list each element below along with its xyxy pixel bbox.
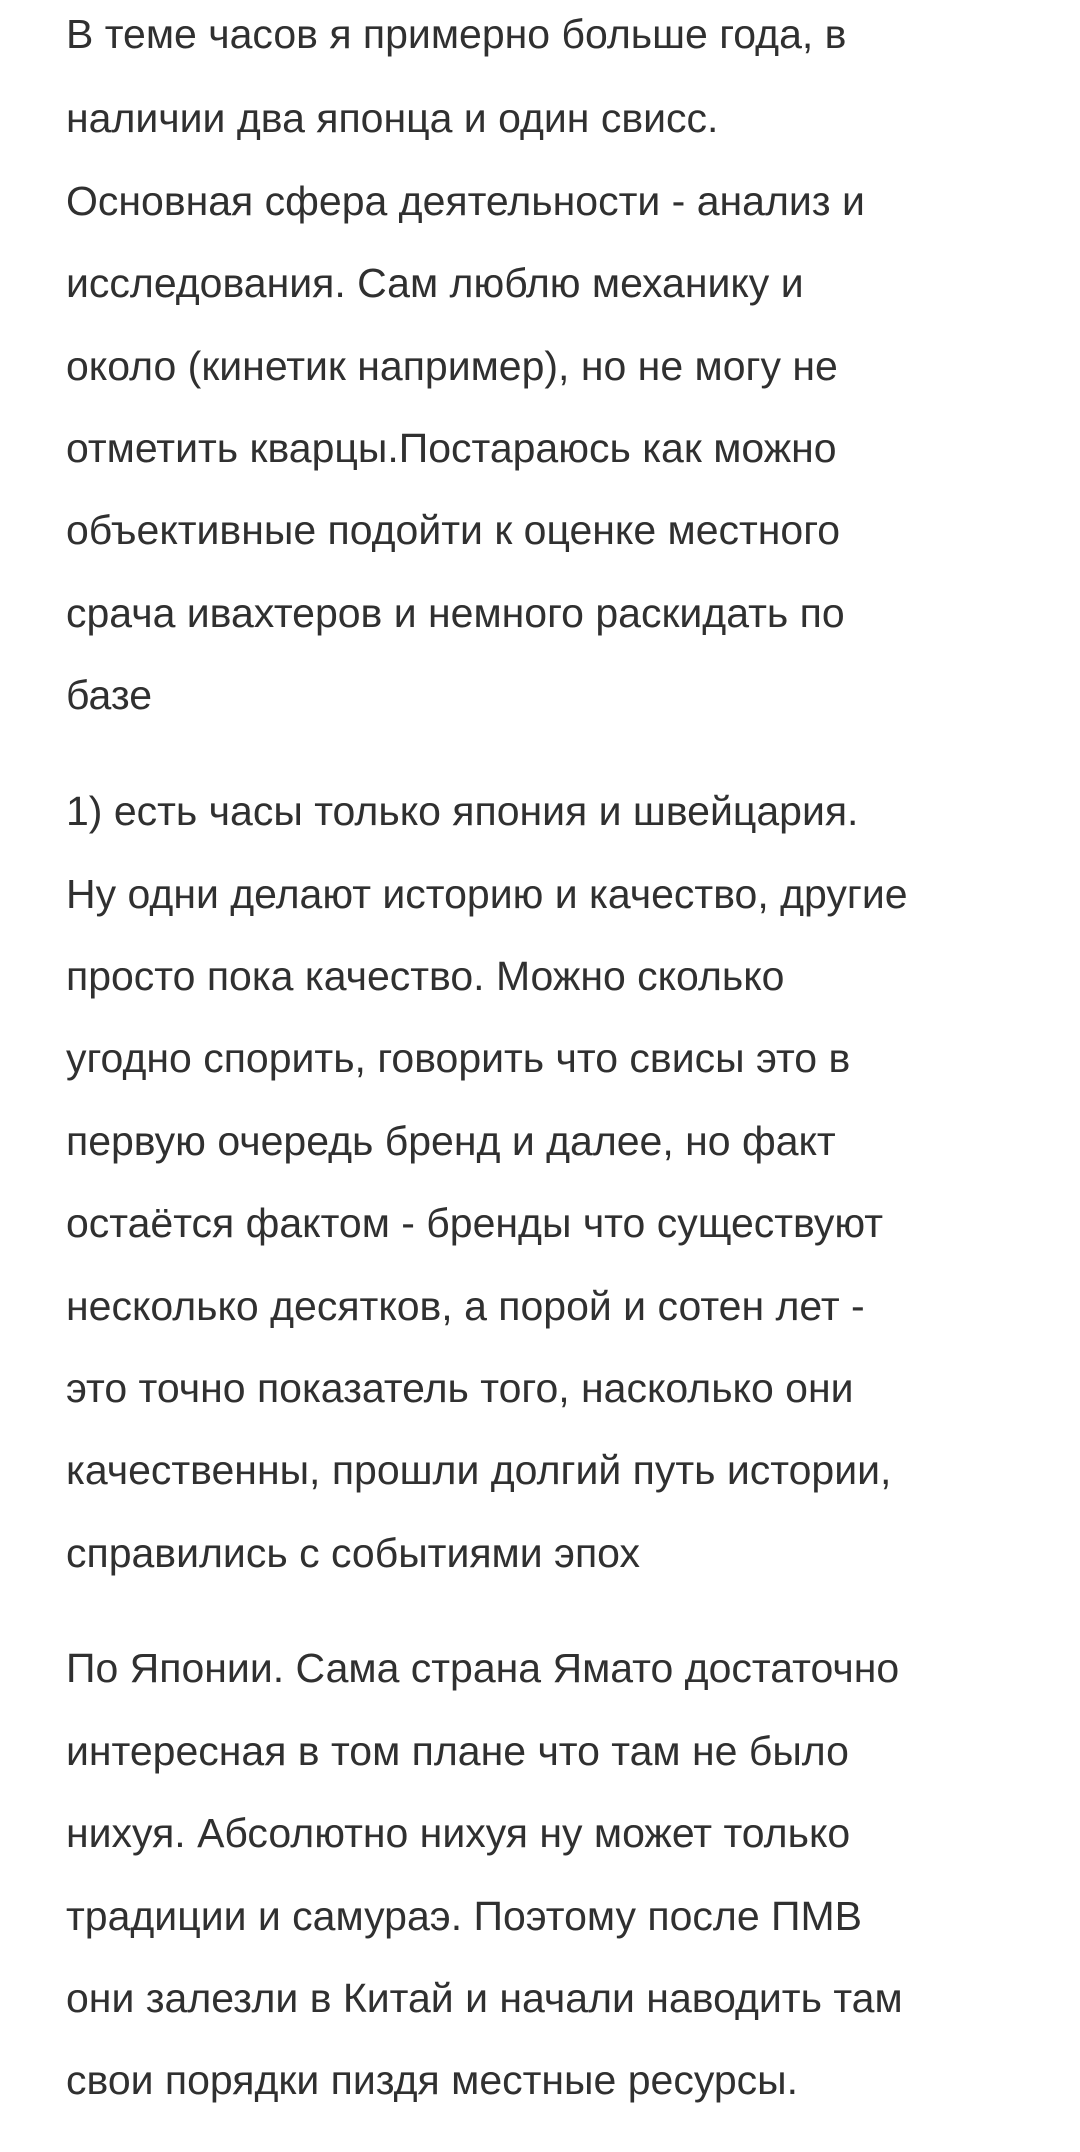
text-line: срача ивахтеров и немного раскидать по: [66, 590, 845, 636]
text-line: интересная в том плане что там не было: [66, 1728, 849, 1774]
text-line: около (кинетик например), но не могу не: [66, 343, 838, 389]
text-line: остаётся фактом - бренды что существуют: [66, 1200, 884, 1246]
text-line: несколько десятков, а порой и сотен лет -: [66, 1283, 865, 1329]
text-line: первую очередь бренд и далее, но факт: [66, 1118, 836, 1164]
text-line: справились с событиями эпох: [66, 1530, 640, 1576]
text-line: они залезли в Китай и начали наводить там: [66, 1975, 903, 2021]
text-line: исследования. Сам люблю механику и: [66, 260, 804, 306]
text-line: отметить кварцы.Постараюсь как можно: [66, 425, 837, 471]
text-line: наличии два японца и один свисс.: [66, 95, 719, 141]
text-line: 1) есть часы только япония и швейцария.: [66, 788, 859, 834]
text-line: просто пока качество. Можно сколько: [66, 953, 785, 999]
text-line: угодно спорить, говорить что свисы это в: [66, 1035, 851, 1081]
text-line: Основная сфера деятельности - анализ и: [66, 178, 865, 224]
text-line: это точно показатель того, насколько они: [66, 1365, 854, 1411]
text-line: По Японии. Сама страна Ямато достаточно: [66, 1645, 900, 1691]
text-line: В теме часов я примерно больше года, в: [66, 11, 847, 57]
text-line: свои порядки пиздя местные ресурсы.: [66, 2057, 799, 2103]
text-line: Ну одни делают историю и качество, другие: [66, 871, 908, 917]
text-line: нихуя. Абсолютно нихуя ну может только: [66, 1810, 851, 1856]
text-line: традиции и самураэ. Поэтому после ПМВ: [66, 1893, 863, 1939]
text-line: объективные подойти к оценке местного: [66, 507, 841, 553]
text-line: базе: [66, 672, 153, 718]
text-line: качественны, прошли долгий путь истории,: [66, 1447, 892, 1493]
